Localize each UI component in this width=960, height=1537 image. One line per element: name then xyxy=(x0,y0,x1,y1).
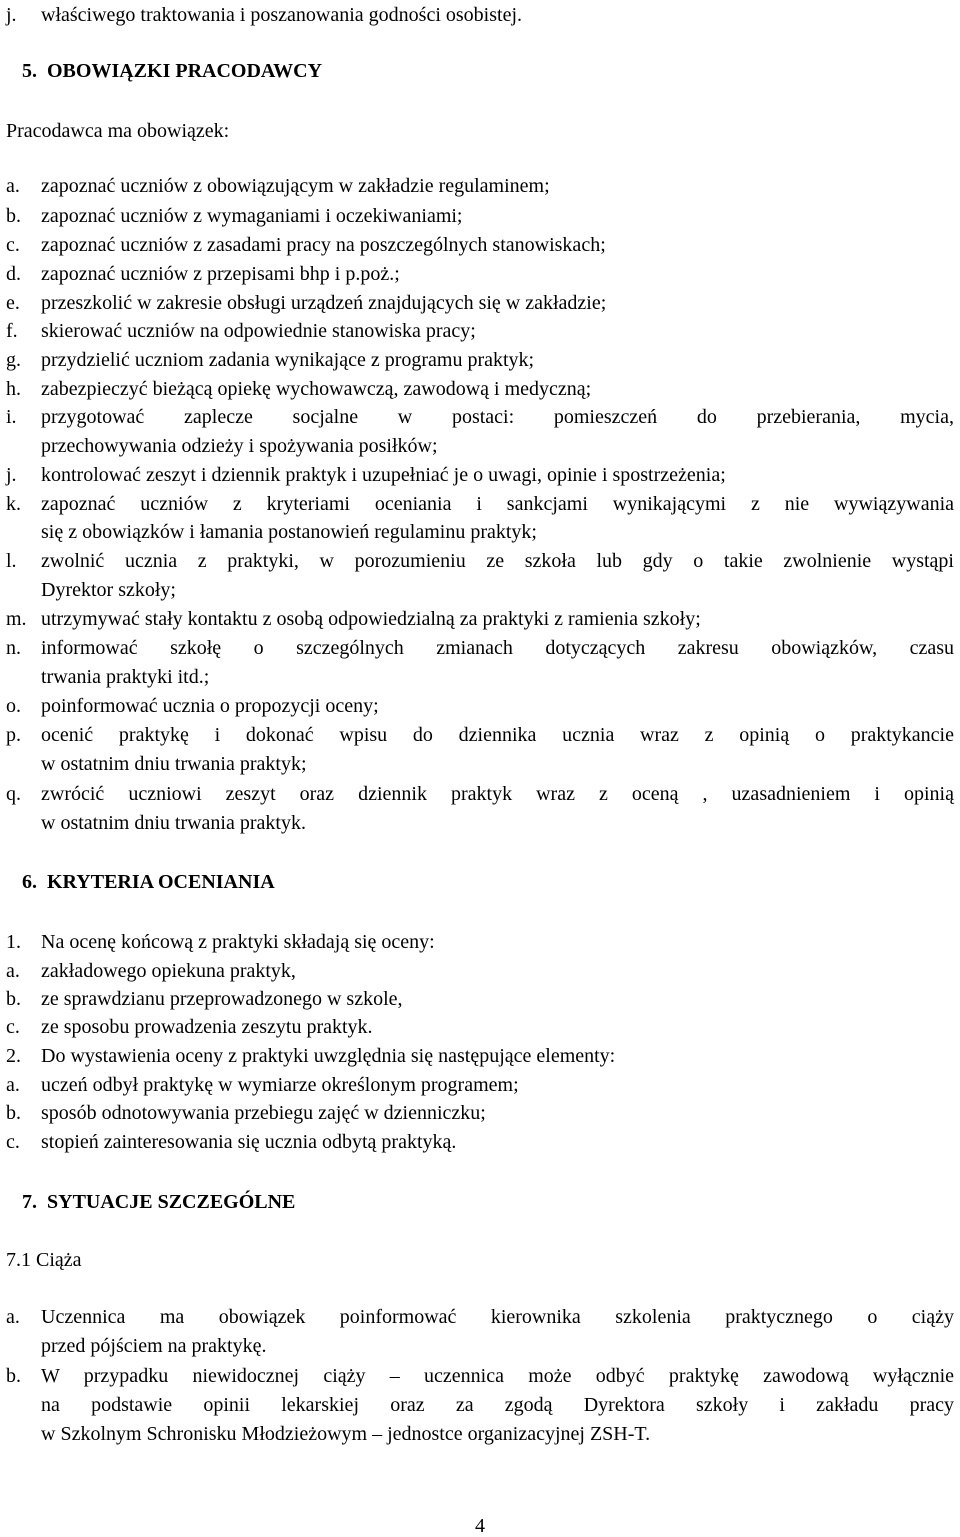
list-item xyxy=(6,1365,954,1387)
heading-title: KRYTERIA OCENIANIA xyxy=(47,871,275,893)
list-text: zapoznać uczniów z kryteriami oceniania i sankcjami wynikającymi z nie wywiązywania xyxy=(41,493,954,515)
list-item xyxy=(6,464,954,486)
list-item xyxy=(6,320,954,342)
list-text: w ostatnim dniu trwania praktyk. xyxy=(41,812,306,834)
list-text: utrzymywać stały kontaktu z osobą odpowiedzialną za praktyki z ramienia szkoły; xyxy=(41,608,701,630)
list-text: kontrolować zeszyt i dziennik praktyk i uzupełniać je o uwagi, opinie i spostrzeżenia; xyxy=(41,464,726,486)
heading-title: SYTUACJE SZCZEGÓLNE xyxy=(47,1191,296,1213)
list-marker: a. xyxy=(6,1306,20,1328)
list-item xyxy=(6,378,954,400)
list-marker: g. xyxy=(6,349,21,371)
list-item xyxy=(6,1045,954,1067)
list-marker: k. xyxy=(6,493,21,515)
list-text: uczeń odbył praktykę w wymiarze określonym programem; xyxy=(41,1074,519,1096)
list-text: w Szkolnym Schronisku Młodzieżowym – jednostce organizacyjnej ZSH-T. xyxy=(41,1423,651,1445)
list-marker: p. xyxy=(6,724,21,746)
list-marker: q. xyxy=(6,783,21,805)
list-text: ze sprawdzianu przeprowadzonego w szkole, xyxy=(41,988,403,1010)
list-marker: d. xyxy=(6,263,21,285)
list-text: zwrócić uczniowi zeszyt oraz dziennik praktyk wraz z oceną , uzasadnieniem i opinią xyxy=(41,783,954,805)
list-text: przygotować zaplecze socjalne w postaci: pomieszczeń do przebierania, mycia, xyxy=(41,406,954,428)
list-marker: a. xyxy=(6,175,20,197)
list-marker: o. xyxy=(6,695,21,717)
list-marker: h. xyxy=(6,378,21,400)
list-item xyxy=(6,695,954,717)
list-marker: a. xyxy=(6,960,20,982)
list-item xyxy=(6,960,954,982)
list-item xyxy=(6,493,954,515)
list-text: zapoznać uczniów z wymaganiami i oczekiwaniami; xyxy=(41,205,463,227)
heading-number: 6. xyxy=(22,871,37,893)
page-number: 4 xyxy=(475,1515,485,1537)
list-item xyxy=(6,292,954,314)
list-item xyxy=(6,175,954,197)
list-item xyxy=(6,205,954,227)
list-marker: e. xyxy=(6,292,20,314)
list-text: Uczennica ma obowiązek poinformować kierownika szkolenia praktycznego o ciąży xyxy=(41,1306,954,1328)
list-item xyxy=(6,263,954,285)
list-text: W przypadku niewidocznej ciąży – uczennica może odbyć praktykę zawodową wyłącznie xyxy=(41,1365,954,1387)
list-text: przed pójściem na praktykę. xyxy=(41,1335,267,1357)
list-text: sposób odnotowywania przebiegu zajęć w dzienniczku; xyxy=(41,1102,486,1124)
heading-number: 5. xyxy=(22,60,37,82)
list-item xyxy=(6,783,954,805)
list-text: ocenić praktykę i dokonać wpisu do dziennika ucznia wraz z opinią o praktykancie xyxy=(41,724,954,746)
list-text: trwania praktyki itd.; xyxy=(41,666,210,688)
list-item-continuation xyxy=(6,812,954,834)
list-marker: n. xyxy=(6,637,21,659)
list-item xyxy=(6,1074,954,1096)
list-text: poinformować ucznia o propozycji oceny; xyxy=(41,695,379,717)
list-text: się z obowiązków i łamania postanowień regulaminu praktyk; xyxy=(41,521,537,543)
list-text: zwolnić ucznia z praktyki, w porozumieniu ze szkoła lub gdy o takie zwolnienie wystąpi xyxy=(41,550,954,572)
intro-text: Pracodawca ma obowiązek: xyxy=(6,120,230,142)
list-marker: j. xyxy=(6,464,17,486)
list-text: ze sposobu prowadzenia zeszytu praktyk. xyxy=(41,1016,373,1038)
list-item xyxy=(6,1102,954,1124)
list-item-continuation xyxy=(6,1335,954,1357)
list-item xyxy=(6,550,954,572)
list-text: przydzielić uczniom zadania wynikające z programu praktyk; xyxy=(41,349,535,371)
list-item xyxy=(6,234,954,256)
list-marker: j. xyxy=(6,4,17,26)
list-marker: l. xyxy=(6,550,17,572)
list-item-continuation xyxy=(6,753,954,775)
list-item-continuation xyxy=(6,666,954,688)
list-marker: b. xyxy=(6,1365,21,1387)
list-item-continuation xyxy=(6,435,954,457)
list-text: zapoznać uczniów z zasadami pracy na poszczególnych stanowiskach; xyxy=(41,234,606,256)
list-item-continuation xyxy=(6,1394,954,1416)
list-marker: a. xyxy=(6,1074,20,1096)
subsection-title: 7.1 Ciąża xyxy=(6,1249,82,1271)
list-text: stopień zainteresowania się ucznia odbytą praktyką. xyxy=(41,1131,457,1153)
list-text: przechowywania odzieży i spożywania posiłków; xyxy=(41,435,438,457)
list-marker: c. xyxy=(6,1131,20,1153)
list-text: przeszkolić w zakresie obsługi urządzeń znajdujących się w zakładzie; xyxy=(41,292,607,314)
list-item xyxy=(6,4,954,26)
list-item xyxy=(6,931,954,953)
list-marker: b. xyxy=(6,988,21,1010)
list-item xyxy=(6,406,954,428)
list-text: zakładowego opiekuna praktyk, xyxy=(41,960,296,982)
list-text: w ostatnim dniu trwania praktyk; xyxy=(41,753,307,775)
list-marker: f. xyxy=(6,320,18,342)
list-text: zapoznać uczniów z przepisami bhp i p.poż.; xyxy=(41,263,400,285)
list-marker: c. xyxy=(6,234,20,256)
list-text: zapoznać uczniów z obowiązującym w zakładzie regulaminem; xyxy=(41,175,550,197)
list-marker: i. xyxy=(6,406,17,428)
heading-number: 7. xyxy=(22,1191,37,1213)
list-item-continuation xyxy=(6,1423,954,1445)
list-text: Na ocenę końcową z praktyki składają się oceny: xyxy=(41,931,435,953)
list-item-continuation xyxy=(6,521,954,543)
list-item xyxy=(6,1016,954,1038)
list-marker: m. xyxy=(6,608,27,630)
list-marker: b. xyxy=(6,205,21,227)
list-item xyxy=(6,349,954,371)
list-marker: 1. xyxy=(6,931,21,953)
list-text: Do wystawienia oceny z praktyki uwzględnia się następujące elementy: xyxy=(41,1045,616,1067)
list-text: zabezpieczyć bieżącą opiekę wychowawczą, zawodową i medyczną; xyxy=(41,378,592,400)
list-text: skierować uczniów na odpowiednie stanowiska pracy; xyxy=(41,320,476,342)
list-item xyxy=(6,724,954,746)
list-item xyxy=(6,637,954,659)
list-item-continuation xyxy=(6,579,954,601)
list-item xyxy=(6,1306,954,1328)
list-text: właściwego traktowania i poszanowania godności osobistej. xyxy=(41,4,522,26)
heading-title: OBOWIĄZKI PRACODAWCY xyxy=(47,60,323,82)
list-item xyxy=(6,1131,954,1153)
list-marker: c. xyxy=(6,1016,20,1038)
list-text: informować szkołę o szczególnych zmianach dotyczących zakresu obowiązków, czasu xyxy=(41,637,954,659)
list-text: na podstawie opinii lekarskiej oraz za zgodą Dyrektora szkoły i zakładu pracy xyxy=(41,1394,954,1416)
list-item xyxy=(6,608,954,630)
list-item xyxy=(6,988,954,1010)
list-text: Dyrektor szkoły; xyxy=(41,579,176,601)
list-marker: b. xyxy=(6,1102,21,1124)
list-marker: 2. xyxy=(6,1045,21,1067)
